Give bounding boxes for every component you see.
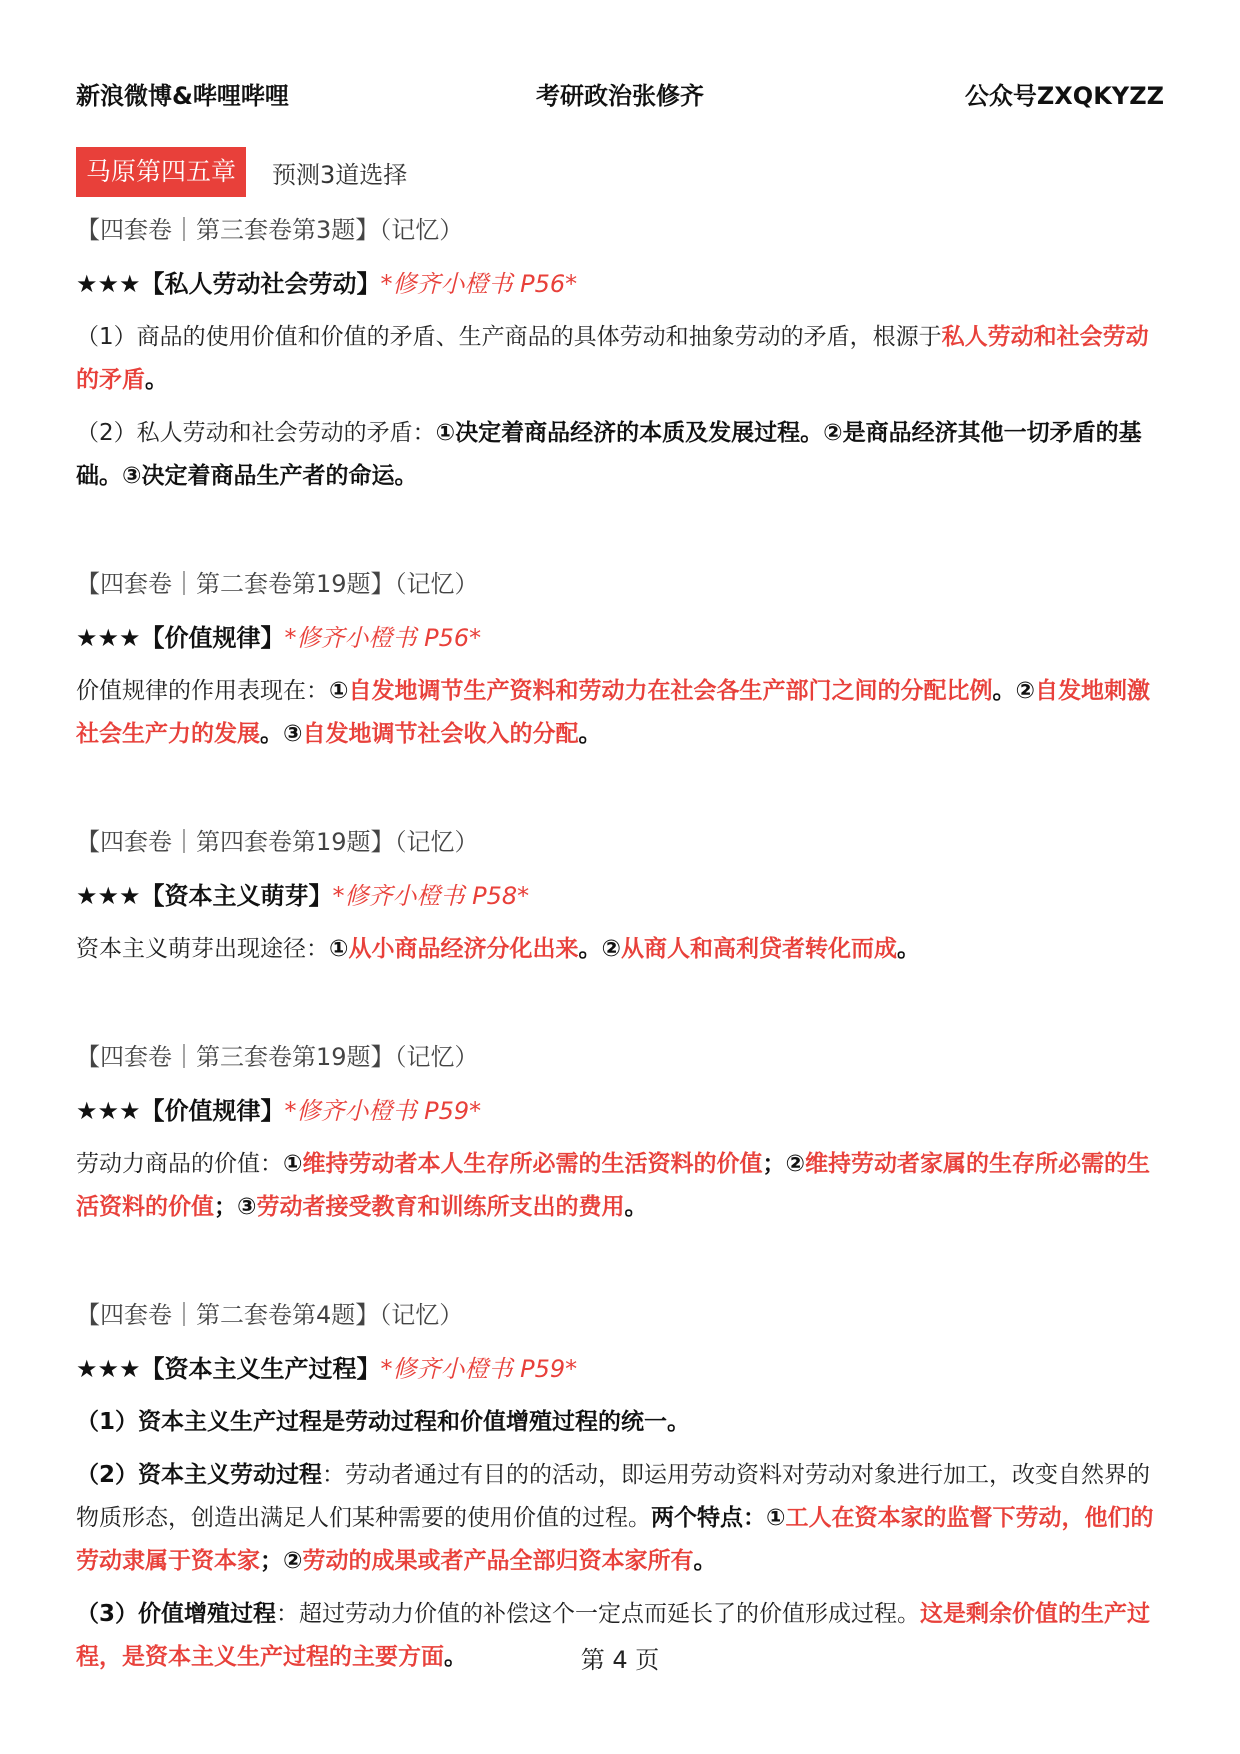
question-source: 【四套卷｜第四套卷第19题】（记忆） bbox=[76, 828, 479, 856]
text-span: ① bbox=[283, 1151, 303, 1177]
highlight-bold: ①决定着商品经济的本质及发展过程。②是商品经济其他一切矛盾的基础。③决定着商品生产者的命运。 bbox=[76, 420, 1142, 489]
highlight-red: 私人劳动和社会劳动的矛盾 bbox=[76, 324, 1149, 393]
text-span: 。② bbox=[578, 936, 621, 962]
chapter-row bbox=[76, 146, 1166, 198]
header-wechat-account: 公众号ZXQKYZZ bbox=[964, 82, 1164, 110]
text-span: （1）商品的使用价值和价值的矛盾、生产商品的具体劳动和抽象劳动的矛盾，根源于 bbox=[76, 324, 942, 350]
answer-paragraph bbox=[76, 670, 1166, 756]
chapter-prediction: 预测3道选择 bbox=[272, 160, 408, 189]
stars-rating: ★★★ bbox=[76, 270, 141, 298]
highlight-red: 自发地调节社会收入的分配 bbox=[302, 721, 579, 747]
spacer bbox=[76, 508, 1166, 566]
highlight-red: 劳动的成果或者产品全部归资本家所有 bbox=[302, 1548, 694, 1574]
book-reference: *修齐小橙书 P59* bbox=[284, 1097, 482, 1125]
answer-paragraph bbox=[76, 1401, 1166, 1444]
question-block-3 bbox=[76, 824, 1166, 971]
question-source: 【四套卷｜第二套卷第4题】（记忆） bbox=[76, 1301, 464, 1329]
book-reference: *修齐小橙书 P58* bbox=[332, 882, 530, 910]
text-span: 。 bbox=[693, 1548, 717, 1574]
text-span: 。 bbox=[578, 721, 602, 747]
stars-rating: ★★★ bbox=[76, 882, 141, 910]
spacer bbox=[76, 1239, 1166, 1297]
text-span: ；② bbox=[762, 1151, 805, 1177]
page-header bbox=[76, 76, 1164, 110]
highlight-red: 自发地调节生产资料和劳动力在社会各生产部门之间的分配比例 bbox=[348, 678, 993, 704]
question-title bbox=[76, 1351, 1166, 1387]
header-weibo-bilibili: 新浪微博&哔哩哔哩 bbox=[76, 82, 289, 110]
text-span: ① bbox=[329, 678, 349, 704]
highlight-red: 维持劳动者家属的生存所必需的生活资料的价值 bbox=[76, 1151, 1150, 1220]
question-block-5 bbox=[76, 1297, 1166, 1679]
answer-paragraph bbox=[76, 1454, 1166, 1583]
highlight-bold: （1）资本主义生产过程是劳动过程和价值增殖过程的统一。 bbox=[76, 1409, 691, 1435]
page-number: 第 4 页 bbox=[580, 1646, 660, 1674]
stars-rating: ★★★ bbox=[76, 1097, 141, 1125]
answer-paragraph bbox=[76, 1143, 1166, 1229]
question-title bbox=[76, 620, 1166, 656]
highlight-red: 劳动者接受教育和训练所支出的费用 bbox=[256, 1194, 625, 1220]
question-source: 【四套卷｜第二套卷第19题】（记忆） bbox=[76, 570, 479, 598]
topic-label: 【价值规律】 bbox=[140, 1097, 285, 1125]
spacer bbox=[76, 981, 1166, 1039]
text-span: 。 bbox=[896, 936, 920, 962]
text-span: 劳动力商品的价值： bbox=[76, 1151, 283, 1177]
text-span: （2）私人劳动和社会劳动的矛盾： bbox=[76, 420, 436, 446]
question-source: 【四套卷｜第三套卷第3题】（记忆） bbox=[76, 216, 464, 244]
text-span: 价值规律的作用表现在： bbox=[76, 678, 329, 704]
text-span: 。 bbox=[145, 367, 168, 393]
answer-paragraph bbox=[76, 928, 1166, 971]
book-reference: *修齐小橙书 P56* bbox=[284, 624, 482, 652]
topic-label: 【价值规律】 bbox=[140, 624, 285, 652]
book-reference: *修齐小橙书 P56* bbox=[380, 270, 578, 298]
text-span: 。 bbox=[444, 1644, 467, 1670]
text-span: ① bbox=[329, 936, 349, 962]
text-span: 。② bbox=[992, 678, 1035, 704]
highlight-red: 工人在资本家的监督下劳动，他们的劳动隶属于资本家 bbox=[76, 1505, 1154, 1574]
document-body bbox=[76, 146, 1166, 1689]
text-span: ；② bbox=[260, 1548, 303, 1574]
question-block-1 bbox=[76, 212, 1166, 498]
chapter-badge: 马原第四五章 bbox=[76, 147, 246, 197]
stars-rating: ★★★ bbox=[76, 624, 141, 652]
header-author: 考研政治张修齐 bbox=[536, 82, 704, 110]
question-source: 【四套卷｜第三套卷第19题】（记忆） bbox=[76, 1043, 479, 1071]
text-span: 资本主义萌芽出现途径： bbox=[76, 936, 329, 962]
question-block-4 bbox=[76, 1039, 1166, 1229]
text-span: ；③ bbox=[214, 1194, 257, 1220]
text-span: 。 bbox=[624, 1194, 648, 1220]
highlight-red: 从商人和高利贷者转化而成 bbox=[620, 936, 897, 962]
question-title bbox=[76, 1093, 1166, 1129]
topic-label: 【资本主义生产过程】 bbox=[140, 1355, 381, 1383]
highlight-red: 自发地刺激社会生产力的发展 bbox=[76, 678, 1150, 747]
spacer bbox=[76, 766, 1166, 824]
highlight-red: 这是剩余价值的生产过程，是资本主义生产过程的主要方面 bbox=[76, 1601, 1151, 1670]
topic-label: 【私人劳动社会劳动】 bbox=[140, 270, 381, 298]
highlight-bold: 资本主义劳动过程 bbox=[138, 1462, 323, 1488]
highlight-red: 维持劳动者本人生存所必需的生活资料的价值 bbox=[302, 1151, 763, 1177]
text-span: ：劳动者通过有目的的活动，即运用劳动资料对劳动对象进行加工，改变自然界的物质形态，创造出满足人们某种需要的使用价值的过程。 bbox=[76, 1462, 1151, 1531]
question-title bbox=[76, 266, 1166, 302]
book-reference: *修齐小橙书 P59* bbox=[380, 1355, 578, 1383]
highlight-bold: 价值增殖过程 bbox=[138, 1601, 277, 1627]
text-span: （2） bbox=[76, 1462, 139, 1488]
question-block-2 bbox=[76, 566, 1166, 756]
answer-paragraph bbox=[76, 316, 1166, 402]
answer-paragraph bbox=[76, 412, 1166, 498]
text-span: ：超过劳动力价值的补偿这个一定点而延长了的价值形成过程。 bbox=[276, 1601, 921, 1627]
question-title bbox=[76, 878, 1166, 914]
topic-label: 【资本主义萌芽】 bbox=[140, 882, 333, 910]
stars-rating: ★★★ bbox=[76, 1355, 141, 1383]
highlight-red: 从小商品经济分化出来 bbox=[348, 936, 579, 962]
text-span: （3） bbox=[76, 1601, 139, 1627]
text-span: 两个特点：① bbox=[651, 1505, 786, 1531]
text-span: 。③ bbox=[260, 721, 303, 747]
